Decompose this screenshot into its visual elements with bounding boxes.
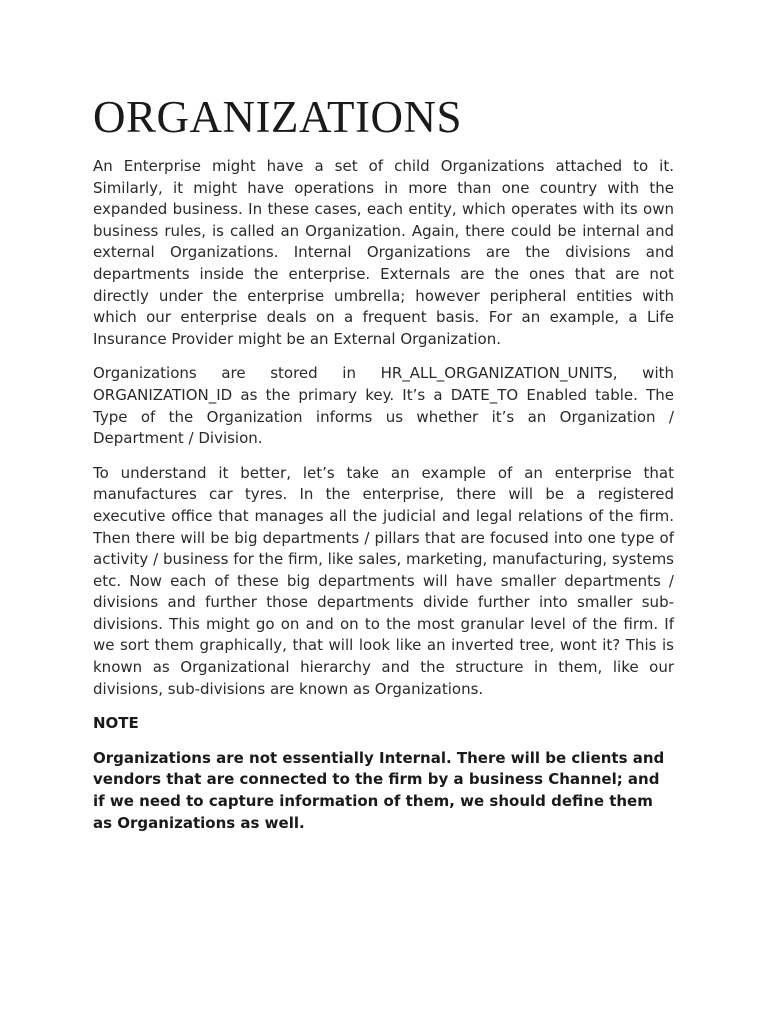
paragraph-example: To understand it better, let’s take an example of an enterprise that manufactures car tyres. In the enterprise, there will be a registered executive office that manages all the judicial and legal relations of the firm. Then there will be big departments / pillars that are focused into one type of activity / business for the firm, like sales, marketing, manufacturing, systems etc. Now each of these big departments will have smaller departments / divisions and further those departments divide further into smaller sub-divisions. This might go on and on to the most granular level of the firm. If we sort them graphically, that will look like an inverted tree, wont it? This is known as Organizational hierarchy and the structure in them, like our divisions, sub-divisions are known as Organizations. <box>93 463 674 698</box>
paragraph-intro: An Enterprise might have a set of child Organizations attached to it. Similarly, it might have operations in more than one country with the expanded business. In these cases, each entity, which operates with its own business rules, is called an Organization. Again, there could be internal and external Organizations. Internal Organizations are the divisions and departments inside the enterprise. Externals are the ones that are not directly under the enterprise umbrella; however peripheral entities with which our enterprise deals on a frequent basis. For an example, a Life Insurance Provider might be an External Organization. <box>93 157 674 348</box>
note-text: Organizations are not essentially Internal. There will be clients and vendors that are connected to the firm by a business Channel; and if we need to capture information of them, we should define them as Organizations as well. <box>93 748 665 832</box>
document-page <box>93 88 674 834</box>
page-title: ORGANIZATIONS <box>93 92 462 142</box>
paragraph-storage: Organizations are stored in HR_ALL_ORGANIZATION_UNITS, with ORGANIZATION_ID as the primary key. It’s a DATE_TO Enabled table. The Type of the Organization informs us whether it’s an Organization / Department / Division. <box>93 364 674 448</box>
note-heading: NOTE <box>93 714 139 733</box>
